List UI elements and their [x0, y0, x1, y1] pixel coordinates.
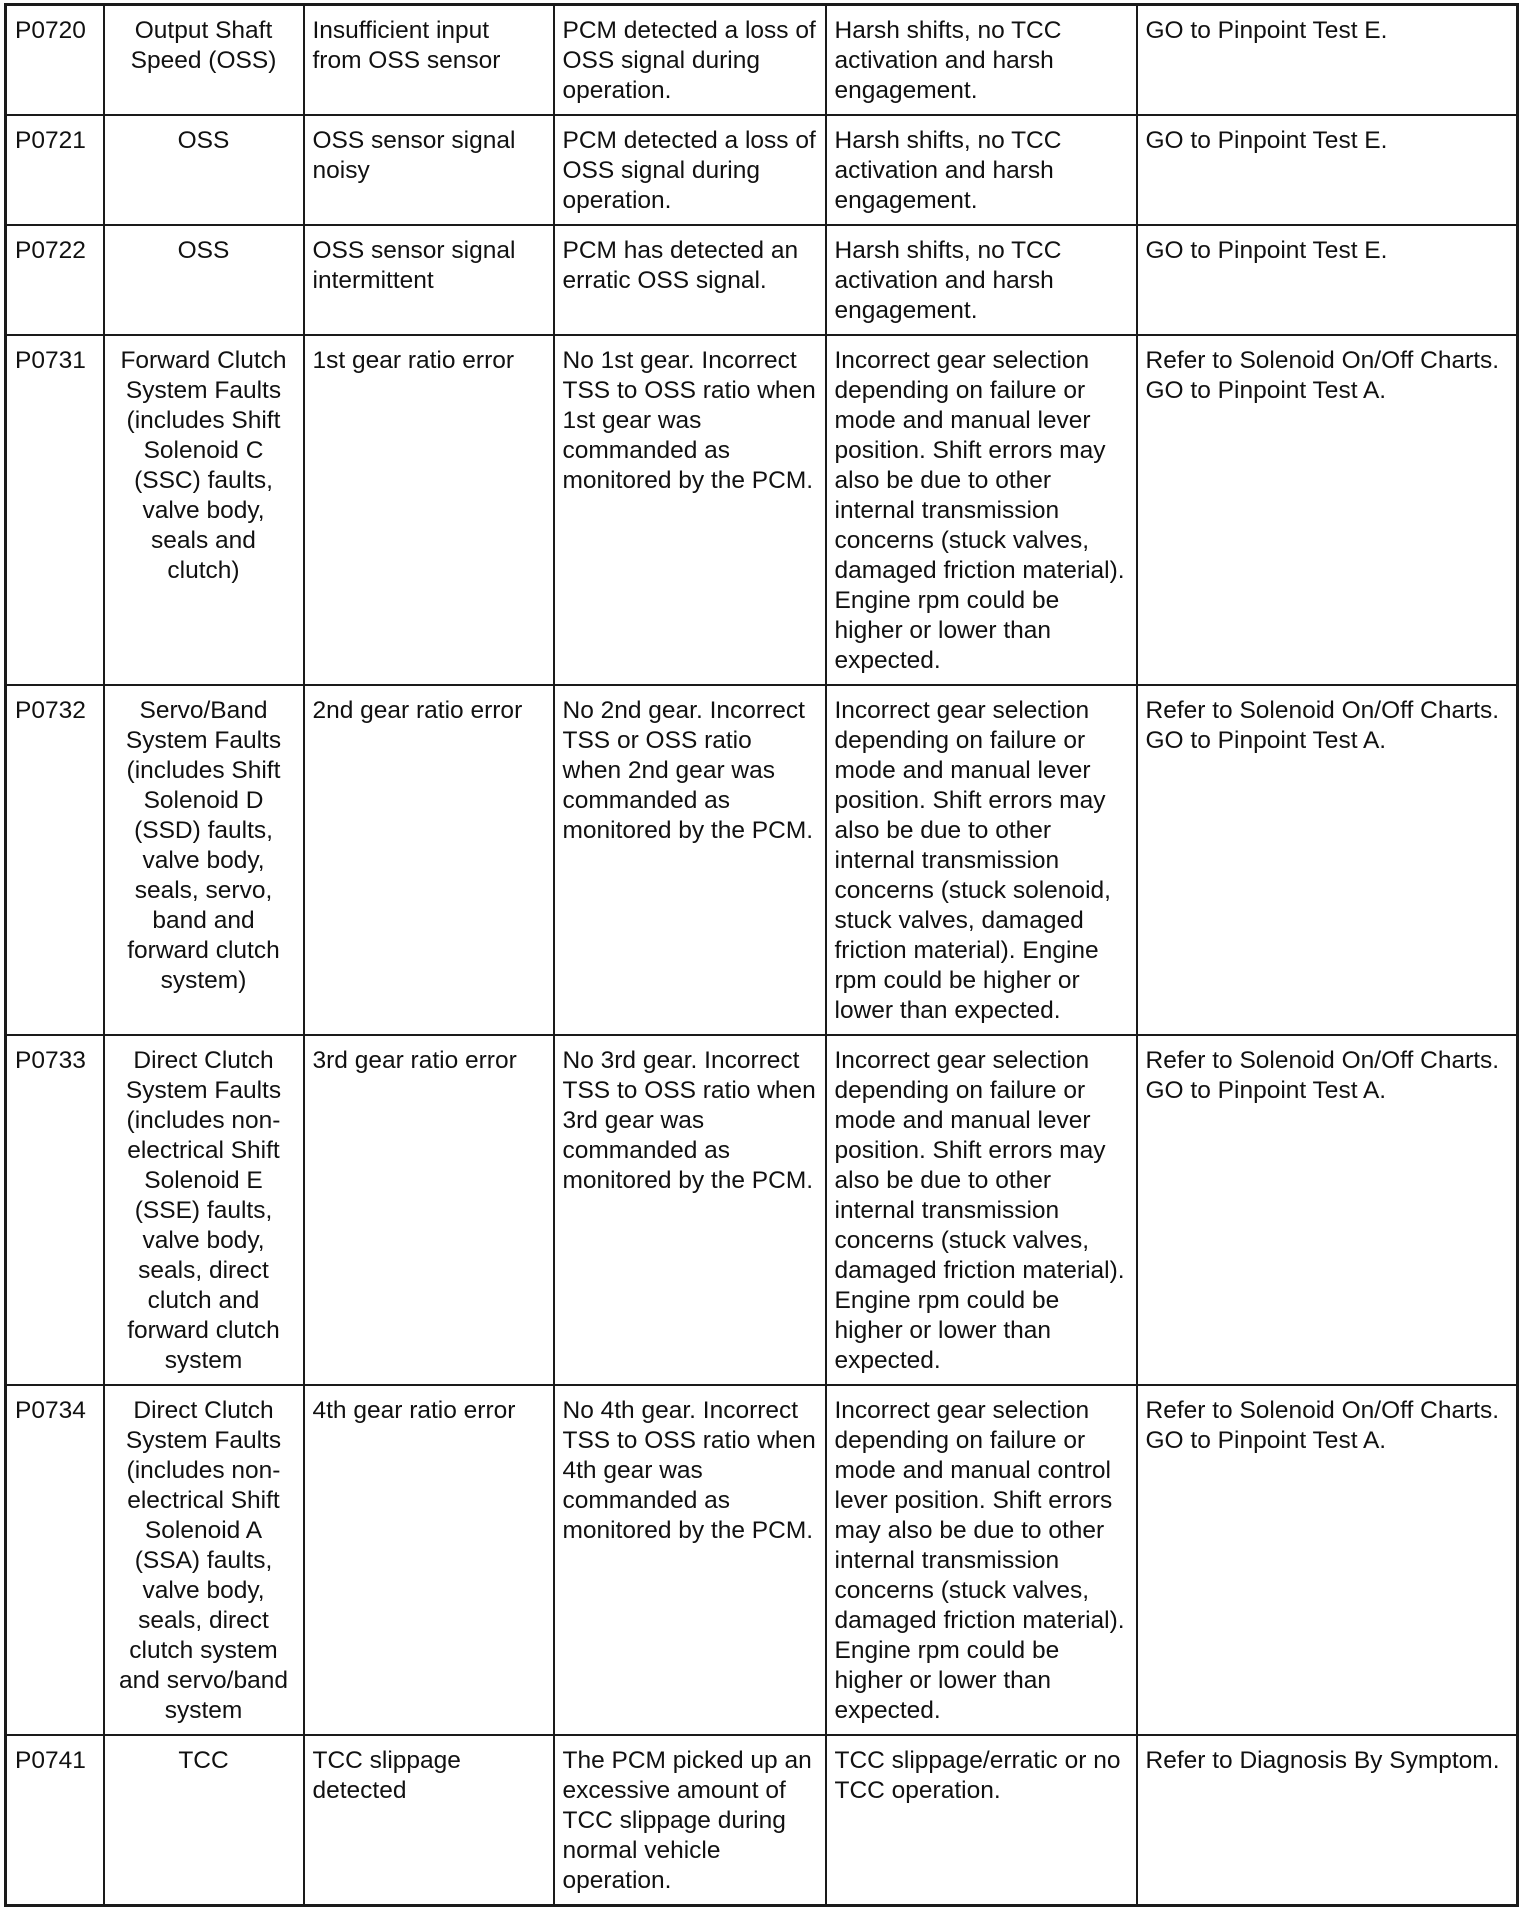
symptom-cell: Harsh shifts, no TCC activation and harsh engagement. [826, 5, 1137, 116]
action-cell: Refer to Solenoid On/Off Charts. GO to Pinpoint Test A. [1137, 685, 1518, 1035]
description-cell: No 4th gear. Incorrect TSS to OSS ratio when 4th gear was commanded as monitored by the PCM. [554, 1385, 826, 1735]
monitored-system-cell: Direct Clutch System Faults (includes non-electrical Shift Solenoid A (SSA) faults, valve body, seals, direct clutch system and servo/band system [104, 1385, 304, 1735]
monitored-system-cell: Forward Clutch System Faults (includes Shift Solenoid C (SSC) faults, valve body, seals and clutch) [104, 335, 304, 685]
action-cell: Refer to Solenoid On/Off Charts. GO to Pinpoint Test A. [1137, 335, 1518, 685]
condition-cell: Insufficient input from OSS sensor [304, 5, 554, 116]
table-row [6, 1385, 1518, 1735]
action-cell: GO to Pinpoint Test E. [1137, 225, 1518, 335]
symptom-cell: TCC slippage/erratic or no TCC operation. [826, 1735, 1137, 1906]
dtc-code-cell: P0733 [6, 1035, 104, 1385]
dtc-code-cell: P0741 [6, 1735, 104, 1906]
dtc-code-cell: P0731 [6, 335, 104, 685]
dtc-code-cell: P0732 [6, 685, 104, 1035]
monitored-system-cell: OSS [104, 225, 304, 335]
condition-cell: 1st gear ratio error [304, 335, 554, 685]
description-cell: No 1st gear. Incorrect TSS to OSS ratio when 1st gear was commanded as monitored by the PCM. [554, 335, 826, 685]
symptom-cell: Incorrect gear selection depending on failure or mode and manual control lever position. Shift errors may also be due to other internal transmission concerns (stuck valves, damaged friction material). Engine rpm could be higher or lower than expected. [826, 1385, 1137, 1735]
symptom-cell: Harsh shifts, no TCC activation and harsh engagement. [826, 115, 1137, 225]
symptom-cell: Incorrect gear selection depending on failure or mode and manual lever position. Shift errors may also be due to other internal transmission concerns (stuck solenoid, stuck valves, damaged friction material). Engine rpm could be higher or lower than expected. [826, 685, 1137, 1035]
description-cell: PCM detected a loss of OSS signal during operation. [554, 115, 826, 225]
dtc-code-cell: P0734 [6, 1385, 104, 1735]
table-row [6, 225, 1518, 335]
condition-cell: 3rd gear ratio error [304, 1035, 554, 1385]
dtc-code-cell: P0721 [6, 115, 104, 225]
symptom-cell: Incorrect gear selection depending on failure or mode and manual lever position. Shift errors may also be due to other internal transmission concerns (stuck valves, damaged friction material). Engine rpm could be higher or lower than expected. [826, 335, 1137, 685]
monitored-system-cell: Output Shaft Speed (OSS) [104, 5, 304, 116]
monitored-system-cell: OSS [104, 115, 304, 225]
description-cell: PCM detected a loss of OSS signal during operation. [554, 5, 826, 116]
monitored-system-cell: Servo/Band System Faults (includes Shift Solenoid D (SSD) faults, valve body, seals, servo, band and forward clutch system) [104, 685, 304, 1035]
dtc-table [4, 3, 1519, 1907]
symptom-cell: Incorrect gear selection depending on failure or mode and manual lever position. Shift errors may also be due to other internal transmission concerns (stuck valves, damaged friction material). Engine rpm could be higher or lower than expected. [826, 1035, 1137, 1385]
description-cell: No 2nd gear. Incorrect TSS or OSS ratio when 2nd gear was commanded as monitored by the PCM. [554, 685, 826, 1035]
action-cell: GO to Pinpoint Test E. [1137, 115, 1518, 225]
action-cell: GO to Pinpoint Test E. [1137, 5, 1518, 116]
table-row [6, 685, 1518, 1035]
condition-cell: 2nd gear ratio error [304, 685, 554, 1035]
table-row [6, 1735, 1518, 1906]
condition-cell: OSS sensor signal noisy [304, 115, 554, 225]
dtc-code-cell: P0720 [6, 5, 104, 116]
action-cell: Refer to Solenoid On/Off Charts. GO to Pinpoint Test A. [1137, 1035, 1518, 1385]
table-row [6, 115, 1518, 225]
monitored-system-cell: TCC [104, 1735, 304, 1906]
description-cell: The PCM picked up an excessive amount of TCC slippage during normal vehicle operation. [554, 1735, 826, 1906]
table-row [6, 1035, 1518, 1385]
condition-cell: TCC slippage detected [304, 1735, 554, 1906]
symptom-cell: Harsh shifts, no TCC activation and harsh engagement. [826, 225, 1137, 335]
monitored-system-cell: Direct Clutch System Faults (includes non-electrical Shift Solenoid E (SSE) faults, valve body, seals, direct clutch and forward clutch system [104, 1035, 304, 1385]
condition-cell: 4th gear ratio error [304, 1385, 554, 1735]
action-cell: Refer to Diagnosis By Symptom. [1137, 1735, 1518, 1906]
description-cell: PCM has detected an erratic OSS signal. [554, 225, 826, 335]
table-row [6, 5, 1518, 116]
dtc-code-cell: P0722 [6, 225, 104, 335]
condition-cell: OSS sensor signal intermittent [304, 225, 554, 335]
description-cell: No 3rd gear. Incorrect TSS to OSS ratio when 3rd gear was commanded as monitored by the PCM. [554, 1035, 826, 1385]
table-row [6, 335, 1518, 685]
action-cell: Refer to Solenoid On/Off Charts. GO to Pinpoint Test A. [1137, 1385, 1518, 1735]
